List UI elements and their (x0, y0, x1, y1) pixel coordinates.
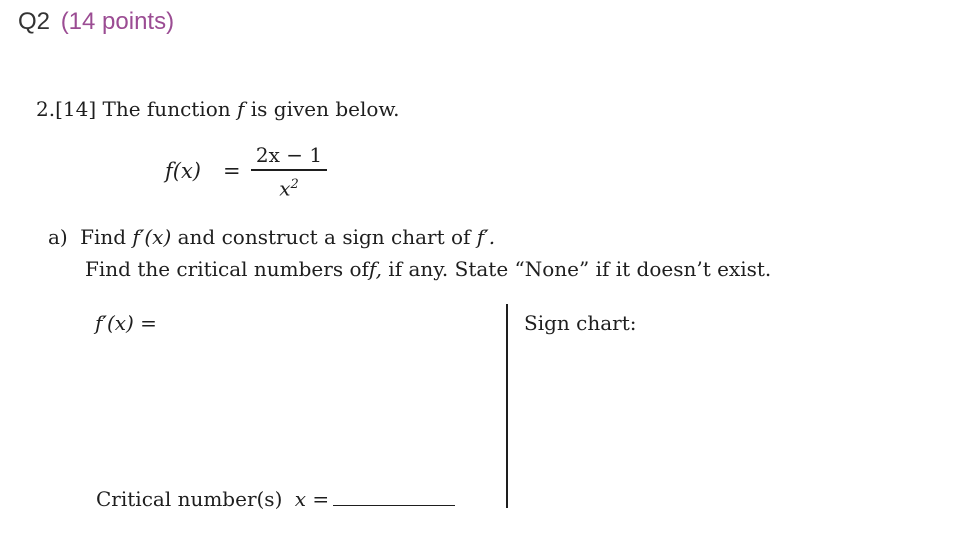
formula-equals: = (223, 159, 241, 183)
critical-numbers-label: Critical number(s) (96, 487, 283, 511)
question-points: (14 points) (60, 8, 175, 35)
part-a-line2-fn: f, (368, 257, 382, 281)
problem-intro-rest: is given below. (250, 97, 400, 121)
part-a-line2-text: Find the critical numbers of (85, 257, 369, 281)
question-number: Q2 (18, 8, 51, 35)
part-a-label: a) (48, 225, 68, 249)
problem-intro-number: 2.[14] The function (36, 97, 231, 121)
critical-numbers-row (96, 486, 455, 512)
formula-numerator: 2x − 1 (255, 143, 323, 167)
critical-variable: x = (294, 487, 330, 511)
derivative-answer-label: f′(x) = (95, 311, 157, 335)
formula-lhs: f(x) (165, 159, 202, 183)
part-a-line2 (85, 256, 771, 282)
problem-intro-fn: f (237, 97, 245, 121)
part-a-line1 (48, 224, 495, 250)
critical-answer-blank[interactable] (333, 487, 455, 506)
part-a-line2-rest: if any. State “None” if it doesn’t exist. (388, 257, 772, 281)
fraction-bar (251, 169, 327, 171)
formula-denominator (251, 173, 327, 201)
sign-chart-label: Sign chart: (524, 311, 637, 335)
column-divider (506, 304, 508, 508)
part-a-derivative: f′(x) (132, 225, 172, 249)
part-a-fprime: f′. (476, 225, 496, 249)
part-a-line1-text: and construct a sign chart of (177, 225, 471, 249)
part-a-find: Find (80, 225, 127, 249)
denominator-exponent: 2 (290, 176, 299, 192)
problem-intro (36, 96, 400, 122)
formula-fraction (251, 142, 327, 200)
denominator-base: x (279, 176, 291, 201)
